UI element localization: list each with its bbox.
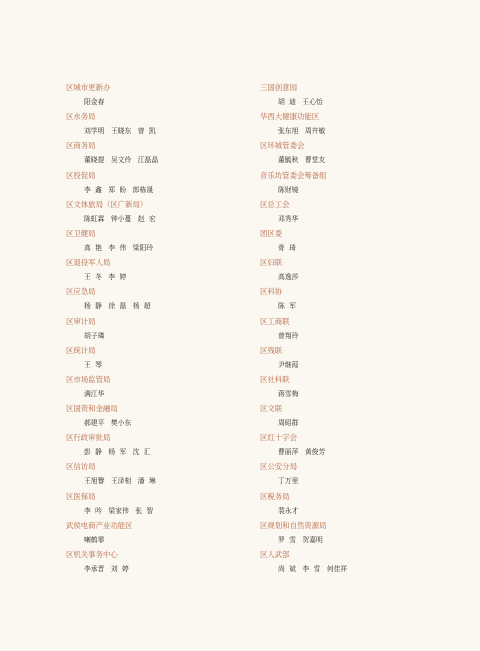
department-name: 区城市更新办 bbox=[66, 83, 111, 92]
department-name: 武侯电商产业功能区 bbox=[66, 520, 133, 530]
staff-names: 尹继葭 bbox=[278, 360, 299, 369]
department-entry bbox=[260, 548, 440, 577]
department-name: 华西大健康功能区 bbox=[260, 112, 320, 122]
department-name: 区机关事务中心 bbox=[66, 550, 118, 559]
department-entry bbox=[66, 315, 246, 344]
department-entry bbox=[66, 460, 246, 489]
department-name: 区社科联 bbox=[260, 374, 290, 384]
department-name: 区科协 bbox=[260, 287, 283, 297]
department-name: 区人武部 bbox=[260, 550, 290, 559]
department-entry bbox=[66, 285, 246, 314]
staff-names: 满江华 bbox=[84, 389, 105, 398]
staff-names: 胡子璘 bbox=[84, 331, 105, 340]
department-name: 区妇联 bbox=[260, 258, 283, 268]
staff-names: 陈财镜 bbox=[278, 185, 299, 194]
staff-names: 高 艳 李 伟 梁阳玲 bbox=[84, 243, 154, 252]
staff-names: 李 鑫 郑 盼 郎栋晟 bbox=[84, 185, 154, 194]
staff-names: 王旭譽 王泽相 潘 琳 bbox=[84, 477, 156, 486]
department-entry bbox=[260, 139, 440, 168]
staff-names: 丁万里 bbox=[278, 477, 299, 486]
department-entry bbox=[260, 402, 440, 431]
department-name: 区税务局 bbox=[260, 491, 290, 501]
department-name: 区商务局 bbox=[66, 141, 96, 151]
staff-names: 郝建平 樊小东 bbox=[84, 419, 132, 428]
department-entry bbox=[260, 460, 440, 489]
staff-names: 陈虹霖 钟小蔓 赵 宏 bbox=[84, 214, 156, 223]
staff-names: 曹丽萍 黄俊芳 bbox=[278, 448, 326, 457]
staff-names: 胡 迪 王心怡 bbox=[278, 98, 323, 106]
department-entry bbox=[260, 198, 440, 227]
department-entry bbox=[260, 490, 440, 519]
department-name: 区应急局 bbox=[66, 287, 96, 297]
staff-names: 彭 静 杨 军 沈 汇 bbox=[84, 448, 151, 457]
staff-names: 杨 静 徐 磊 杨 超 bbox=[84, 302, 151, 311]
staff-names: 高逸莎 bbox=[278, 273, 299, 282]
department-entry bbox=[66, 402, 246, 431]
department-entry bbox=[260, 344, 440, 373]
department-name: 区水务局 bbox=[66, 112, 96, 122]
staff-names: 李承晋 刘 婷 bbox=[84, 565, 129, 573]
department-entry bbox=[260, 110, 440, 139]
staff-names: 尚 斌 李 雪 何佳祥 bbox=[278, 565, 348, 573]
department-entry bbox=[66, 227, 246, 256]
department-name: 区卫健局 bbox=[66, 228, 96, 238]
left-column bbox=[66, 81, 246, 577]
department-name: 区审计局 bbox=[66, 316, 96, 326]
department-entry bbox=[260, 285, 440, 314]
department-entry bbox=[66, 519, 246, 548]
department-name: 区投促局 bbox=[66, 170, 96, 180]
department-entry bbox=[66, 169, 246, 198]
department-name: 音乐坊管委会筹备组 bbox=[260, 170, 327, 180]
department-name: 区残联 bbox=[260, 345, 283, 355]
staff-names: 骨 琦 bbox=[278, 243, 296, 252]
department-name: 区文体旅局（区广新局） bbox=[66, 199, 148, 209]
department-entry bbox=[260, 81, 440, 110]
staff-names: 王 琴 bbox=[84, 360, 102, 369]
department-name: 区规划和自然资源局 bbox=[260, 520, 327, 530]
staff-names: 周昭群 bbox=[278, 419, 299, 428]
staff-names: 董晓提 吴文伶 江磊晶 bbox=[84, 156, 159, 165]
department-entry bbox=[260, 519, 440, 548]
department-entry bbox=[66, 110, 246, 139]
department-name: 区信访局 bbox=[66, 462, 96, 472]
staff-names: 邓秀华 bbox=[278, 214, 299, 223]
department-entry bbox=[66, 81, 246, 110]
department-name: 区总工会 bbox=[260, 199, 290, 209]
department-name: 区退役军人局 bbox=[66, 258, 111, 268]
department-entry bbox=[66, 344, 246, 373]
department-entry bbox=[260, 315, 440, 344]
staff-names: 喇鹤霏 bbox=[84, 535, 105, 544]
department-entry bbox=[260, 227, 440, 256]
department-entry bbox=[66, 256, 246, 285]
staff-names: 罗 雪 贺嘉明 bbox=[278, 535, 323, 544]
department-name: 区环城管委会 bbox=[260, 141, 305, 151]
department-name: 团区委 bbox=[260, 228, 283, 238]
right-column bbox=[260, 81, 440, 577]
staff-names: 阳金春 bbox=[84, 98, 105, 106]
department-entry bbox=[260, 169, 440, 198]
staff-names: 李 吟 梁家伟 张 智 bbox=[84, 506, 154, 515]
department-name: 区统计局 bbox=[66, 345, 96, 355]
department-entry bbox=[260, 256, 440, 285]
staff-names: 裴永才 bbox=[278, 506, 299, 515]
department-name: 区工商联 bbox=[260, 316, 290, 326]
department-name: 区行政审批局 bbox=[66, 433, 111, 443]
department-entry bbox=[66, 139, 246, 168]
department-name: 区文联 bbox=[260, 404, 283, 414]
department-name: 区红十字会 bbox=[260, 433, 297, 443]
department-name: 三国创意园 bbox=[260, 83, 297, 92]
department-entry bbox=[66, 198, 246, 227]
staff-names: 王 冬 李 婷 bbox=[84, 273, 127, 282]
department-name: 区公安分局 bbox=[260, 462, 297, 472]
department-entry bbox=[260, 373, 440, 402]
department-entry bbox=[260, 431, 440, 460]
department-entry bbox=[66, 373, 246, 402]
department-name: 区国资和金融局 bbox=[66, 404, 118, 414]
staff-names: 张东旭 周井敏 bbox=[278, 127, 326, 136]
staff-names: 刘学明 王晓东 曾 凯 bbox=[84, 127, 156, 136]
staff-names: 曾翔玲 bbox=[278, 331, 299, 340]
department-entry bbox=[66, 431, 246, 460]
staff-names: 董毓秋 曹堂友 bbox=[278, 156, 326, 165]
department-name: 区市场监管局 bbox=[66, 374, 111, 384]
department-entry bbox=[66, 548, 246, 577]
department-entry bbox=[66, 490, 246, 519]
staff-names: 陈 军 bbox=[278, 302, 296, 311]
staff-names: 蒋雪梅 bbox=[278, 389, 299, 398]
department-name: 区医保局 bbox=[66, 491, 96, 501]
